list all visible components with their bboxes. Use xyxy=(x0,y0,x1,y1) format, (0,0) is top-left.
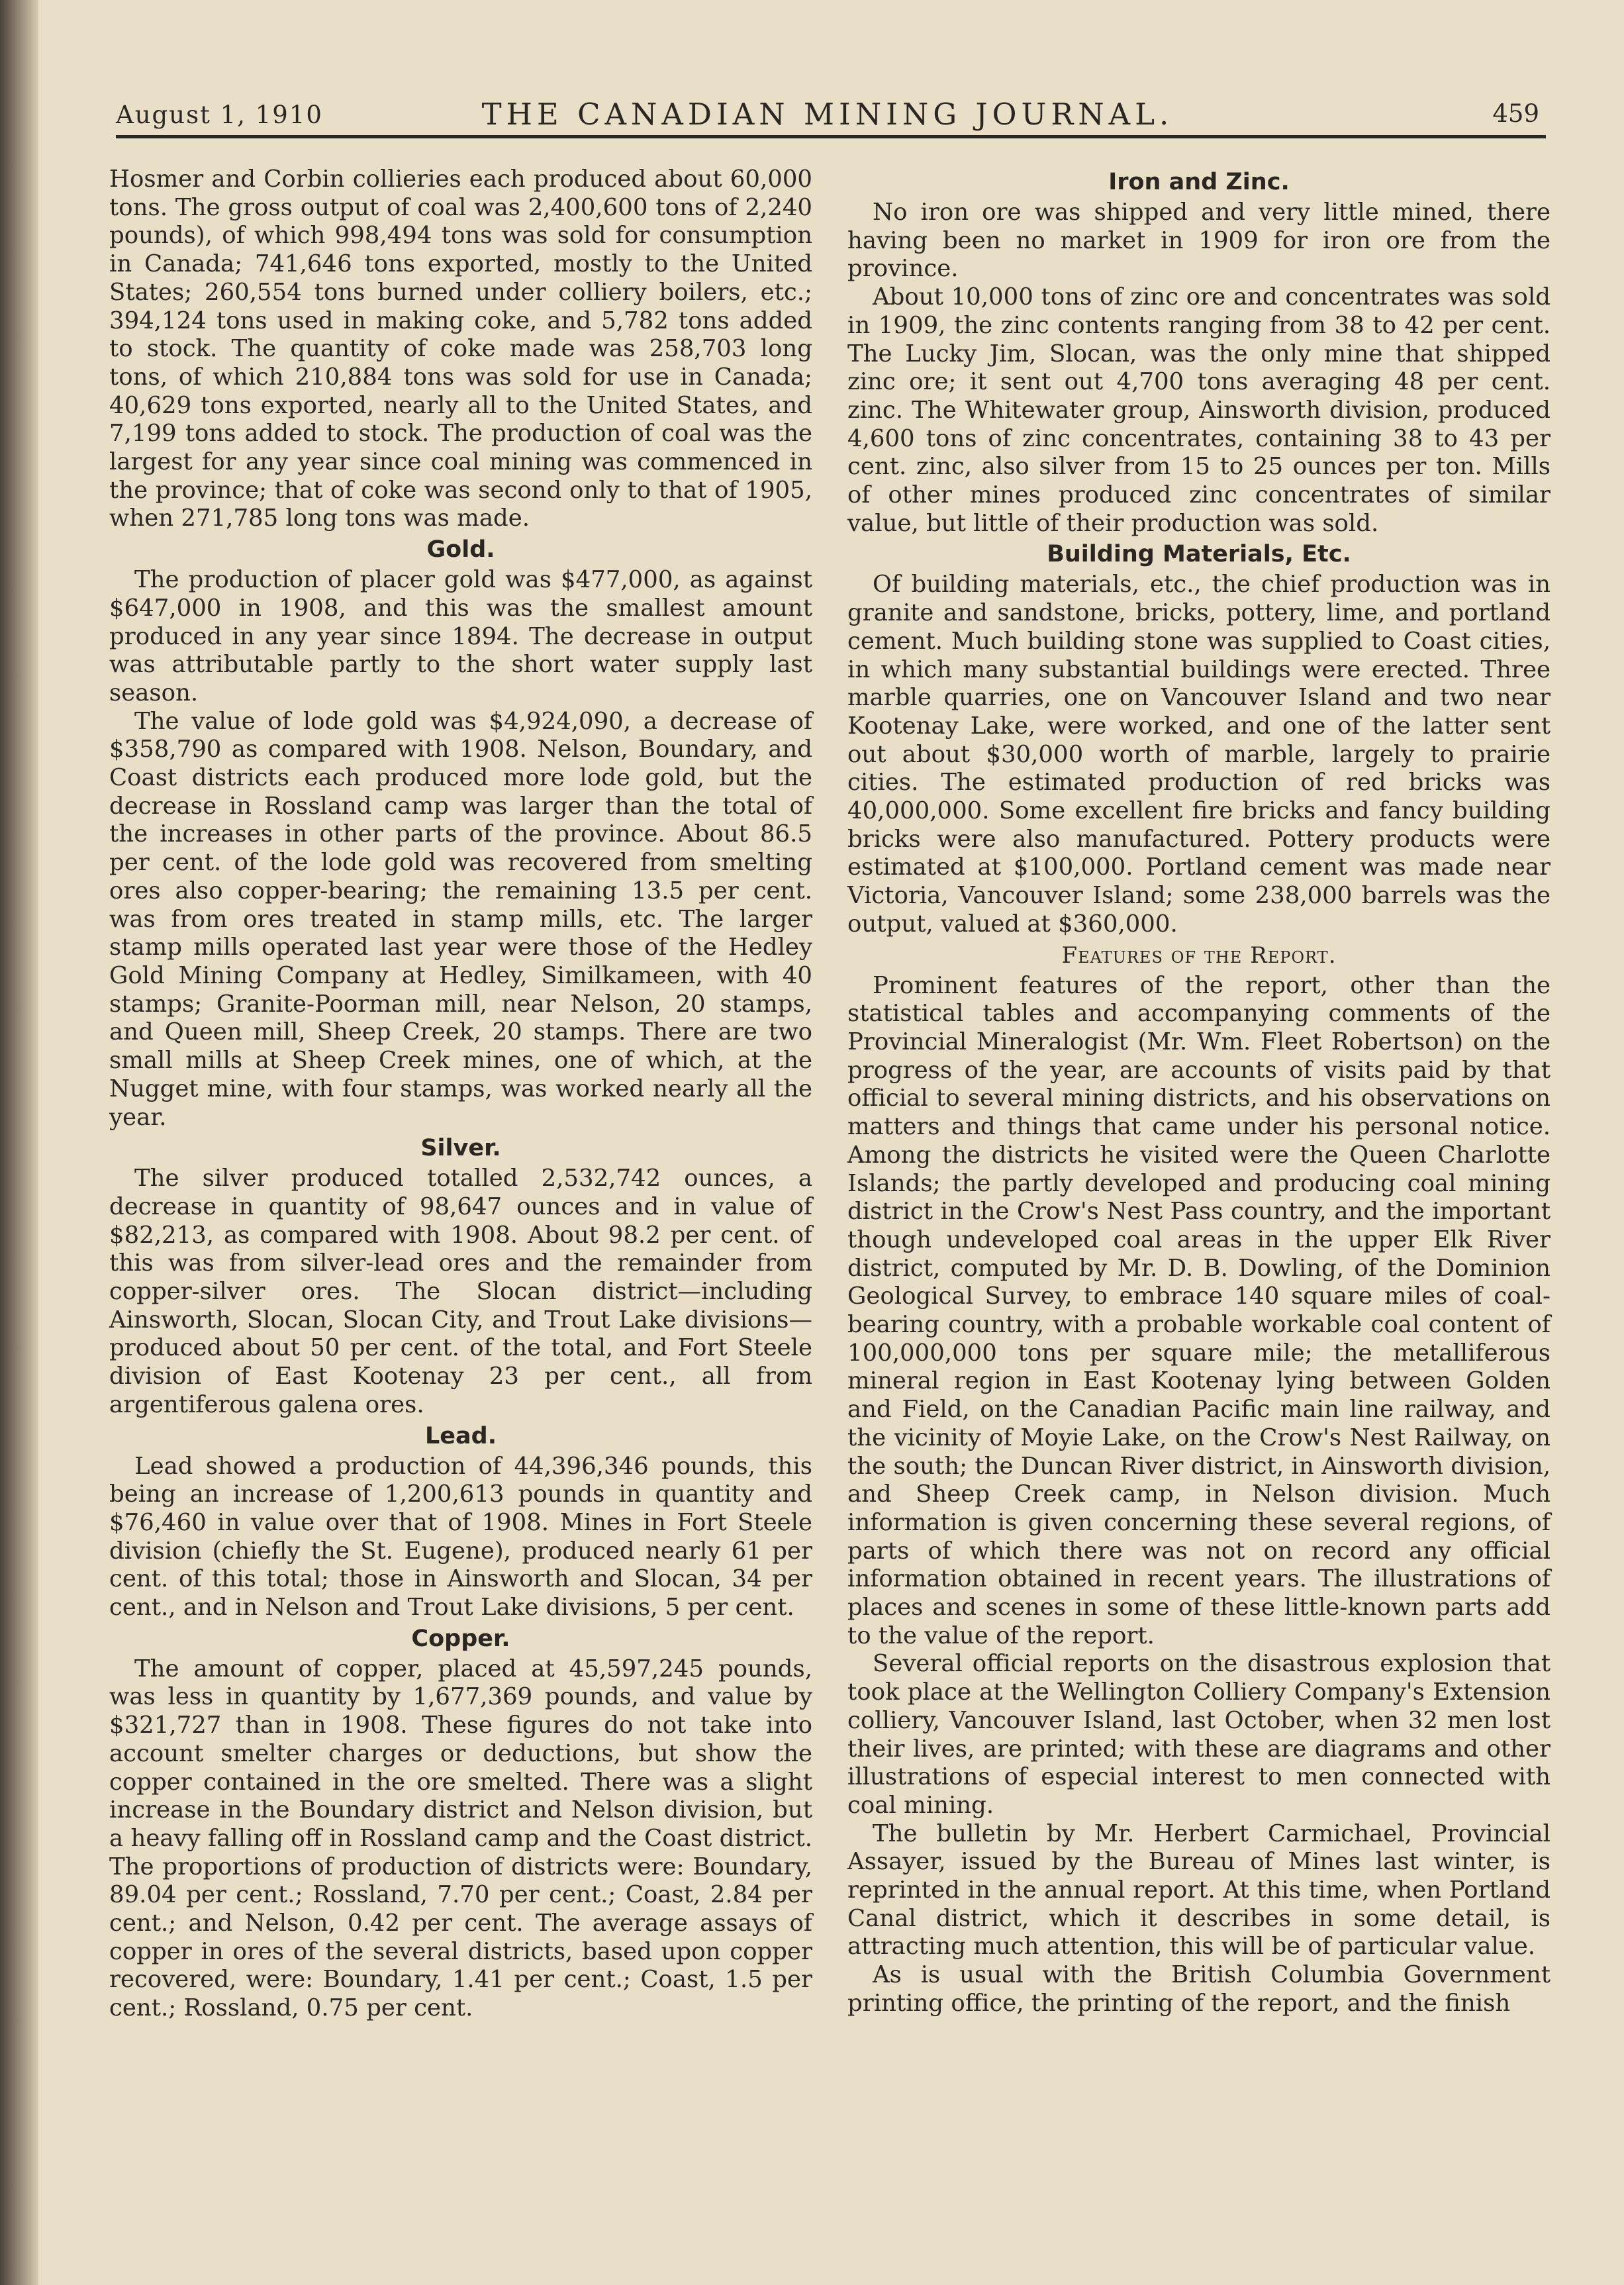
lead-paragraph: Lead showed a production of 44,396,346 pounds, this being an increase of 1,200,613 pounds in quantity and $76,460 in value over that of 1908. Mines in Fort Steele division (chiefly the St. Eugene), produced nearly 61 per cent. of this total; those in Ainsworth and Slocan, 34 per cent., and in Nelson and Trout Lake divisions, 5 per cent. xyxy=(109,1452,812,1622)
building-materials-paragraph: Of building materials, etc., the chief production was in granite and sandstone, bricks, pottery, lime, and portland cement. Much building stone was supplied to Coast cities, in which many substantial buildings were erected. Three marble quarries, one on Vancouver Island and two near Kootenay Lake, were worked, and one of the latter sent out about $30,000 worth of marble, largely to prairie cities. The estimated production of red bricks was 40,000,000. Some excellent fire bricks and fancy building bricks were also manufactured. Pottery products were estimated at $100,000. Portland cement was made near Victoria, Vancouver Island; some 238,000 barrels was the output, valued at $360,000. xyxy=(847,571,1551,938)
copper-heading: Copper. xyxy=(411,1625,510,1652)
page-binding-edge xyxy=(0,0,38,2285)
lode-gold-paragraph: The value of lode gold was $4,924,090, a decrease of $358,790 as compared with 1908. Nelson, Boundary, and Coast districts each produced more lode gold, but the decrease in Rossland camp was larger than the total of the increases in other parts of the province. About 86.5 per cent. of the lode gold was recovered from smelting ores also copper-bearing; the remaining 13.5 per cent. was from ores treated in stamp mills, etc. The larger stamp mills operated last year were those of the Hedley Gold Mining Company at Hedley, Similkameen, with 40 stamps; Granite-Poorman mill, near Nelson, 20 stamps, and Queen mill, Sheep Creek, 20 stamps. There are two small mills at Sheep Creek mines, one of which, at the Nugget mine, with four stamps, was worked nearly all the year. xyxy=(109,707,812,1131)
issue-date: August 1, 1910 xyxy=(116,101,323,129)
journal-title: THE CANADIAN MINING JOURNAL. xyxy=(481,97,1174,132)
coal-coke-paragraph: Hosmer and Corbin collieries each produced about 60,000 tons. The gross output of coal was 2,400,600 tons of 2,240 pounds), of which 998,494 tons was sold for consumption in Canada; 741,646 tons exported, mostly to the United States; 260,554 tons burned under colliery boilers, etc.; 394,124 tons used in making coke, and 5,782 tons added to stock. The quantity of coke made was 258,703 long tons, of which 210,884 tons was sold for use in Canada; 40,629 tons exported, nearly all to the United States, and 7,199 tons added to stock. The production of coal was the largest for any year since coal mining was commenced in the province; that of coke was second only to that of 1905, when 271,785 long tons was made. xyxy=(109,166,812,532)
features-paragraph: Prominent features of the report, other than the statistical tables and accompanying comments of the Provincial Mineralogist (Mr. Wm. Fleet Robertson) on the progress of the year, are accounts of visits paid by that official to several mining districts, and his observations on matters and things that came under his personal notice. Among the districts he visited were the Queen Charlotte Islands; the partly developed and producing coal mining district in the Crow's Nest Pass country, and the important though undeveloped coal areas in the upper Elk River district, computed by Mr. D. B. Dowling, of the Dominion Geological Survey, to embrace 140 square miles of coal-bearing country, with a probable workable coal content of 100,000,000 tons per square mile; the metalliferous mineral region in East Kootenay lying between Golden and Field, on the Canadian Pacific main line railway, and the vicinity of Moyie Lake, on the Crow's Nest Railway, on the south; the Duncan River district, in Ainsworth division, and Sheep Creek camp, in Nelson division. Much information is given concerning these several regions, of parts of which there was not on record any official information obtained in recent years. The illustrations of places and scenes in some of these little-known parts add to the value of the report. xyxy=(847,971,1551,1649)
page-number: 459 xyxy=(1492,99,1539,128)
explosion-reports-paragraph: Several official reports on the disastrous explosion that took place at the Wellington Colliery Company's Extension colliery, Vancouver Island, last October, when 32 men lost their lives, are printed; with these are diagrams and other illustrations of especial interest to men connected with coal mining. xyxy=(847,1650,1551,1819)
silver-paragraph: The silver produced totalled 2,532,742 ounces, a decrease in quantity of 98,647 ounces and in value of $82,213, as compared with 1908. About 98.2 per cent. of this was from silver-lead ores and the remainder from copper-silver ores. The Slocan district—including Ainsworth, Slocan, Slocan City, and Trout Lake divisions—produced about 50 per cent. of the total, and Fort Steele division of East Kootenay 23 per cent., all from argentiferous galena ores. xyxy=(109,1165,812,1418)
assayer-bulletin-paragraph: The bulletin by Mr. Herbert Carmichael, Provincial Assayer, issued by the Bureau of Mines last winter, is reprinted in the annual report. At this time, when Portland Canal district, which it describes in some detail, is attracting much attention, this will be of particular value. xyxy=(847,1820,1551,1961)
header-rule xyxy=(116,135,1546,138)
building-materials-heading: Building Materials, Etc. xyxy=(1047,541,1351,568)
running-header xyxy=(116,91,1539,138)
gold-heading: Gold. xyxy=(426,536,495,563)
right-column xyxy=(847,166,1551,2018)
silver-heading: Silver. xyxy=(420,1135,501,1162)
printing-paragraph: As is usual with the British Columbia Government printing office, the printing of the report, and the finish xyxy=(847,1961,1551,2017)
iron-zinc-heading: Iron and Zinc. xyxy=(1108,169,1290,195)
placer-gold-paragraph: The production of placer gold was $477,000, as against $647,000 in 1908, and this was the smallest amount produced in any year since 1894. The decrease in output was attributable partly to the short water supply last season. xyxy=(109,566,812,706)
zinc-paragraph: About 10,000 tons of zinc ore and concentrates was sold in 1909, the zinc contents ranging from 38 to 42 per cent. The Lucky Jim, Slocan, was the only mine that shipped zinc ore; it sent out 4,700 tons averaging 48 per cent. zinc. The Whitewater group, Ainsworth division, produced 4,600 tons of zinc concentrates, containing 38 to 43 per cent. zinc, also silver from 15 to 25 ounces per ton. Mills of other mines produced zinc concentrates of similar value, but little of their production was sold. xyxy=(847,283,1551,537)
left-column xyxy=(109,166,812,2023)
copper-paragraph: The amount of copper, placed at 45,597,245 pounds, was less in quantity by 1,677,369 pounds, and value by $321,727 than in 1908. These figures do not take into account smelter charges or deductions, but show the copper contained in the ore smelted. There was a slight increase in the Boundary district and Nelson division, but a heavy falling off in Rossland camp and the Coast district. The proportions of production of districts were: Boundary, 89.04 per cent.; Rossland, 7.70 per cent.; Coast, 2.84 per cent.; and Nelson, 0.42 per cent. The average assays of copper in ores of the several districts, based upon copper recovered, were: Boundary, 1.41 per cent.; Coast, 1.5 per cent.; Rossland, 0.75 per cent. xyxy=(109,1655,812,2022)
iron-paragraph: No iron ore was shipped and very little mined, there having been no market in 1909 for iron ore from the province. xyxy=(847,199,1551,283)
features-heading: Features of the Report. xyxy=(1061,942,1337,969)
lead-heading: Lead. xyxy=(424,1422,497,1449)
